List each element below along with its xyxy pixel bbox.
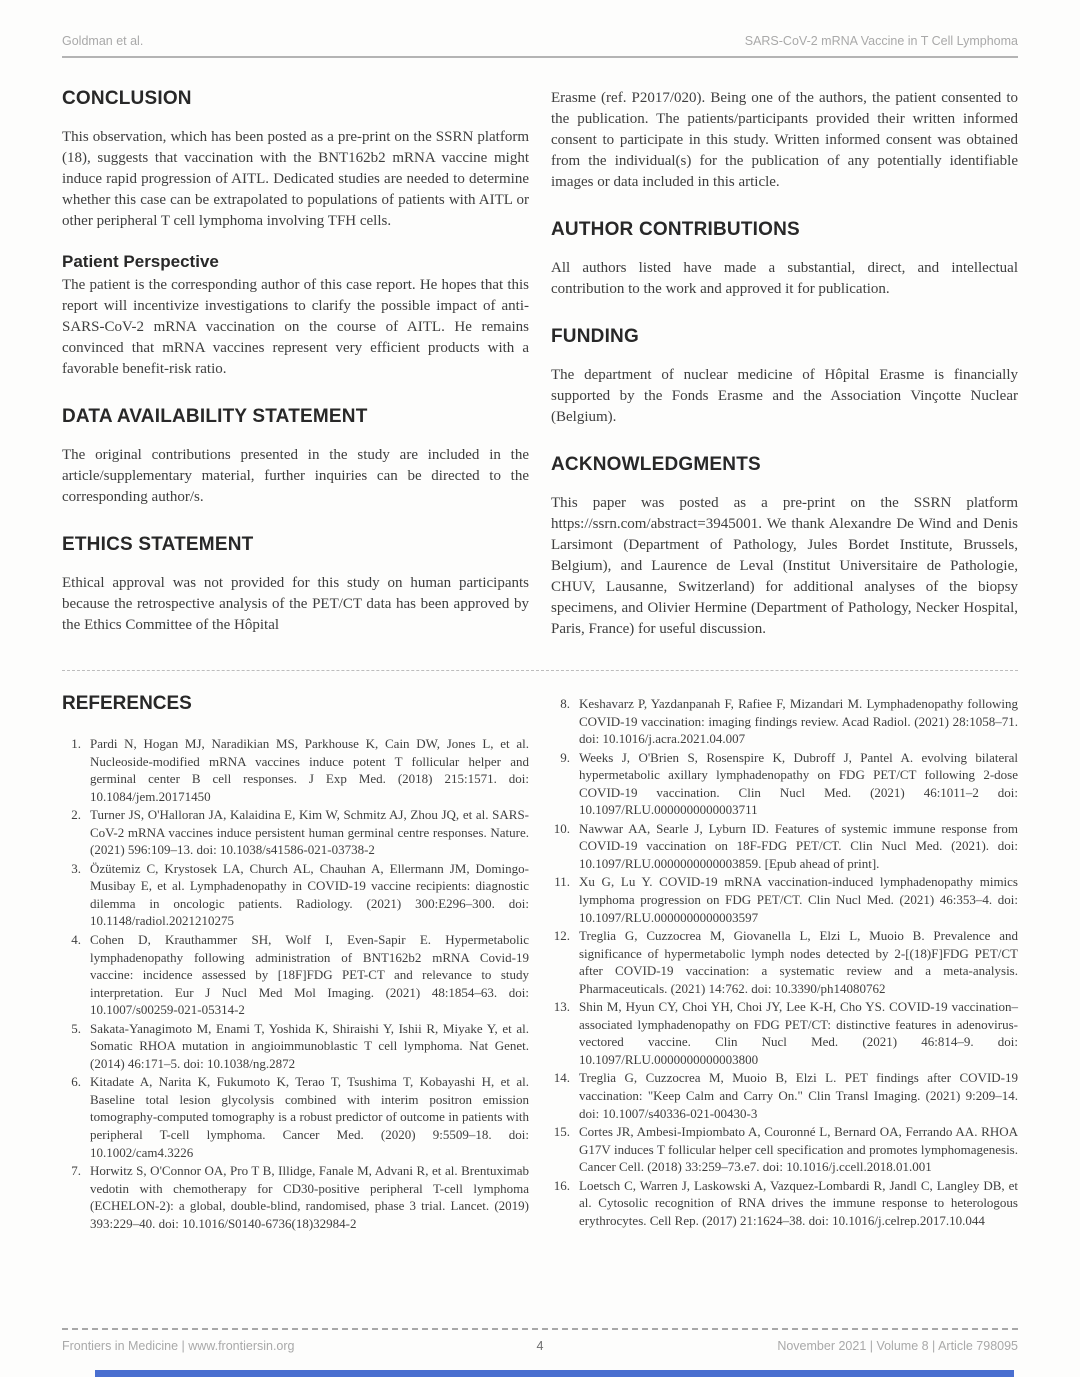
reference-text: Xu G, Lu Y. COVID-19 mRNA vaccination-induced lymphadenopathy mimics lymphoma progression on FDG PET/CT. Clin Nucl Med. (2021) 46:353–4. doi: 10.1097/RLU.0000000000003597 — [579, 874, 1018, 925]
reference-text: Kitadate A, Narita K, Fukumoto K, Terao T, Tsushima T, Kobayashi H, et al. Baseline total lesion glycolysis combined with interim positron emission tomography-computed tomography is a robust predictor of outcome in patients with peripheral T-cell lymphoma. Cancer Med. (2020) 9:5509–18. doi: 10.1002/cam4.3226 — [90, 1074, 529, 1160]
reference-item — [62, 806, 529, 859]
ethics-heading: ETHICS STATEMENT — [62, 534, 254, 555]
reference-item — [551, 1123, 1018, 1176]
references-list-left — [62, 735, 529, 1232]
reference-item — [551, 1069, 1018, 1122]
funding-heading: FUNDING — [551, 326, 639, 347]
reference-number: 2. — [71, 807, 81, 823]
reference-text: Özütemiz C, Krystosek LA, Church AL, Chauhan A, Ellermann JM, Domingo-Musibay E, et al. Lymphadenopathy in COVID-19 vaccine recipients: diagnostic dilemma in oncologic patients. Radiology. (2021) 300:E296–300. doi: 10.1148/radiol.2021210275 — [90, 860, 529, 929]
acknowledgments-paragraph: This paper was posted as a pre-print on the SSRN platform https://ssrn.com/abstract=3945001. We thank Alexandre De Wind and Denis Larsimont (Department of Pathology, Jules Bordet Institute, Brussels, Belgium), and Laurence de Leval (Institut Universitaire de Pathologie, CHUV, Lausanne, Switzerland) for additional analyses of the biopsy specimens, and Olivier Hermine (Department of Pathology, Necker Hospital, Paris, France) for useful discussion. — [551, 495, 1018, 637]
reference-number: 8. — [560, 696, 570, 711]
reference-item — [551, 998, 1018, 1068]
footer-rule — [62, 1328, 1018, 1330]
reference-text: Cohen D, Krauthammer SH, Wolf I, Even-Sapir E. Hypermetabolic lymphadenopathy following administration of BNT162b2 mRNA Covid-19 vaccine: incidence assessed by [18F]FDG PET-CT and relevance to study interpretation. Eur J Nucl Med Mol Imaging. (2021) 48:1854–63. doi: 10.1007/s00259-021-05314-2 — [90, 932, 529, 1018]
author-contributions-heading: AUTHOR CONTRIBUTIONS — [551, 219, 800, 240]
references-left-column — [62, 693, 529, 1233]
patient-perspective-paragraph: The patient is the corresponding author of this case report. He hopes that this report will incentivize investigations to clarify the possible impact of anti-SARS-CoV-2 mRNA vaccination on the course of AITL. He remains convinced that mRNA vaccines represent very efficient products with a favorable benefit-risk ratio. — [62, 277, 529, 377]
reference-text: Turner JS, O'Halloran JA, Kalaidina E, Kim W, Schmitz AJ, Zhou JQ, et al. SARS-CoV-2 mRNA vaccines induce persistent human germinal centre responses. Nature. (2021) 596:109–13. doi: 10.1038/s41586-021-03738-2 — [90, 807, 529, 858]
reference-number: 14. — [553, 1070, 570, 1086]
reference-item — [62, 1020, 529, 1073]
footer-citation: November 2021 | Volume 8 | Article 798095 — [777, 1339, 1018, 1353]
reference-item — [551, 749, 1018, 819]
reference-number: 16. — [553, 1177, 570, 1193]
reference-item — [551, 873, 1018, 926]
author-contributions-paragraph: All authors listed have made a substantial, direct, and intellectual contribution to the work and approved it for publication. — [551, 260, 1018, 297]
reference-number: 10. — [553, 820, 570, 836]
reference-item — [551, 820, 1018, 873]
data-availability-heading: DATA AVAILABILITY STATEMENT — [62, 406, 368, 427]
reference-item — [62, 860, 529, 930]
reference-text: Pardi N, Hogan MJ, Naradikian MS, Parkhouse K, Cain DW, Jones L, et al. Nucleoside-modified mRNA vaccines induce potent T follicular helper and germinal center B cell responses. J Exp Med. (2018) 215:1571. doi: 10.1084/jem.20171450 — [90, 736, 529, 804]
conclusion-heading: CONCLUSION — [62, 88, 192, 109]
references-separator-rule — [62, 670, 1018, 671]
reference-text: Weeks J, O'Brien S, Rosenspire K, Dubroff J, Pantel A. evolving bilateral hypermetabolic axillary lymphadenopathy on FDG PET/CT following 2-dose COVID-19 vaccination. Clin Nucl Med. (2021) 46:1011–2 doi: 10.1097/RLU.0000000000003711 — [579, 749, 1018, 818]
reference-number: 11. — [554, 874, 570, 890]
references-list-right — [551, 695, 1018, 1229]
reference-text: Cortes JR, Ambesi-Impiombato A, Couronné L, Bernard OA, Ferrando AA. RHOA G17V induces T follicular helper cell specification and promotes lymphomagenesis. Cancer Cell. (2018) 33:259–73.e7. doi: 10.1016/j.ccell.2018.01.001 — [579, 1124, 1018, 1175]
data-availability-paragraph: The original contributions presented in the study are included in the article/supplementary material, further inquiries can be directed to the corresponding author/s. — [62, 447, 529, 505]
reference-number: 1. — [71, 736, 81, 751]
running-head — [62, 0, 1018, 48]
reference-number: 13. — [553, 999, 570, 1015]
article-body — [62, 88, 1018, 648]
reference-text: Loetsch C, Warren J, Laskowski A, Vazquez-Lombardi R, Jandl C, Langley DB, et al. Cytosolic recognition of RNA drives the immune response to heterologous erythrocytes. Cell Rep. (2017) 21:1624–38. doi: 10.1016/j.celrep.2017.10.044 — [579, 1177, 1018, 1228]
reference-number: 12. — [553, 928, 570, 944]
reference-item — [62, 931, 529, 1019]
conclusion-paragraph: This observation, which has been posted as a pre-print on the SSRN platform (18), suggests that vaccination with the BNT162b2 mRNA vaccine might induce rapid progression of AITL. Dedicated studies are needed to determine whether this case can be extrapolated to populations of patients with AITL or other peripheral T cell lymphoma involving TFH cells. — [62, 129, 529, 229]
header-rule — [62, 56, 1018, 58]
reference-item — [551, 1177, 1018, 1230]
acknowledgments-heading: ACKNOWLEDGMENTS — [551, 454, 761, 475]
reference-text: Treglia G, Cuzzocrea M, Giovanella L, Elzi L, Muoio B. Prevalence and significance of hypermetabolic lymph nodes detected by 2-[(18)F]FDG PET/CT after COVID-19 vaccination: a systematic review and a meta-analysis. Pharmaceuticals. (2021) 14:762. doi: 10.3390/ph14080762 — [579, 928, 1018, 996]
reference-number: 9. — [560, 749, 570, 765]
ethics-continuation-paragraph: Erasme (ref. P2017/020). Being one of the authors, the patient consented to the publication. The patients/participants provided their written informed consent to participate in this study. Written informed consent was obtained from the individual(s) for the publication of any potentially identifiable images or data included in this article. — [551, 90, 1018, 190]
reference-item — [551, 927, 1018, 997]
references-section — [62, 693, 1018, 1233]
reference-number: 3. — [71, 860, 81, 876]
reference-number: 7. — [71, 1163, 81, 1179]
reference-number: 15. — [553, 1124, 570, 1140]
right-column — [551, 88, 1018, 648]
patient-perspective-heading: Patient Perspective — [62, 252, 219, 271]
ethics-paragraph: Ethical approval was not provided for this study on human participants because the retrospective analysis of the PET/CT data has been approved by the Ethics Committee of the Hôpital — [62, 575, 529, 633]
reference-item — [551, 695, 1018, 748]
reference-text: Keshavarz P, Yazdanpanah F, Rafiee F, Mizandari M. Lymphadenopathy following COVID-19 vaccination: imaging findings review. Acad Radiol. (2021) 28:1058–71. doi: 10.1016/j.acra.2021.04.007 — [579, 696, 1018, 747]
references-right-column — [551, 693, 1018, 1233]
reference-item — [62, 735, 529, 805]
reference-item — [62, 1162, 529, 1232]
reference-number: 5. — [71, 1020, 81, 1036]
running-head-title: SARS-CoV-2 mRNA Vaccine in T Cell Lymphoma — [744, 34, 1018, 48]
reference-number: 6. — [71, 1074, 81, 1090]
bottom-accent-bar — [95, 1370, 1014, 1377]
reference-text: Horwitz S, O'Connor OA, Pro T B, Illidge, Fanale M, Advani R, et al. Brentuximab vedotin with chemotherapy for CD30-positive peripheral T-cell lymphoma (ECHELON-2): a global, double-blind, randomised, phase 3 trial. Lancet. (2019) 393:229–40. doi: 10.1016/S0140-6736(18)32984-2 — [90, 1163, 529, 1231]
footer-page-number: 4 — [536, 1339, 544, 1353]
reference-text: Treglia G, Cuzzocrea M, Muoio B, Elzi L. PET findings after COVID-19 vaccination: "Keep Calm and Carry On." Clin Transl Imaging. (2021) 9:209–14. doi: 10.1007/s40336-021-00430-3 — [579, 1070, 1018, 1121]
references-heading: REFERENCES — [62, 693, 192, 714]
reference-item — [62, 1073, 529, 1161]
footer-journal: Frontiers in Medicine | www.frontiersin.org — [62, 1339, 295, 1353]
left-column — [62, 88, 529, 648]
funding-paragraph: The department of nuclear medicine of Hôpital Erasme is financially supported by the Fonds Erasme and the Association Vinçotte Nuclear (Belgium). — [551, 367, 1018, 425]
reference-text: Nawwar AA, Searle J, Lyburn ID. Features of systemic immune response from COVID-19 vaccination on 18F-FDG PET/CT. Clin Nucl Med. (2021). doi: 10.1097/RLU.0000000000003859. [Epub ahead of print]. — [579, 820, 1018, 871]
reference-number: 4. — [71, 932, 81, 948]
running-head-authors: Goldman et al. — [62, 34, 144, 48]
reference-text: Sakata-Yanagimoto M, Enami T, Yoshida K, Shiraishi Y, Ishii R, Miyake Y, et al. Somatic RHOA mutation in angioimmunoblastic T cell lymphoma. Nat Genet. (2014) 46:171–5. doi: 10.1038/ng.2872 — [90, 1020, 529, 1071]
reference-text: Shin M, Hyun CY, Choi YH, Choi JY, Lee K-H, Cho YS. COVID-19 vaccination–associated lymphadenopathy on FDG PET/CT: distinctive features in adenovirus-vectored vaccine. Clin Nucl Med. (2021) 46:814–9. doi: 10.1097/RLU.0000000000003800 — [579, 999, 1018, 1067]
page-footer — [62, 1328, 1018, 1353]
